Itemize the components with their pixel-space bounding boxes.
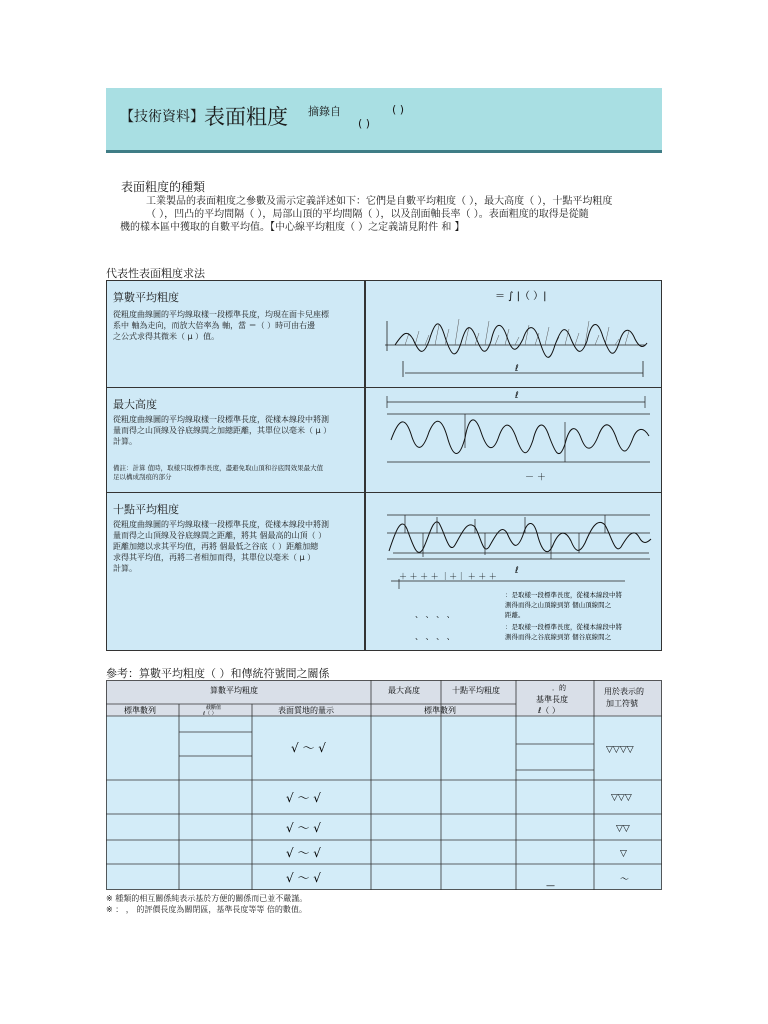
arith-desc-line: 系中 軸為走向，而放大倍率為 軸，當 ＝（ ）時可由右邊 bbox=[113, 321, 316, 330]
surface-mark: √ ～ √ bbox=[286, 821, 321, 835]
rz-note-b-line: ：是取樣一段標準長度，從樣本線段中將 bbox=[505, 623, 622, 631]
header-std-series: 標準數列 bbox=[124, 706, 156, 715]
arith-desc-cell bbox=[107, 281, 365, 387]
rz-dots-a: 、 、 、 、 bbox=[415, 610, 455, 619]
header-rz: 十點平均粗度 bbox=[452, 686, 500, 695]
symbol-four-triangles-icon: ▽▽▽▽ bbox=[606, 745, 634, 755]
section-title-methods: 代表性表面粗度求法 bbox=[106, 267, 205, 280]
last-dash: — bbox=[546, 881, 555, 890]
rz-diagram-cell bbox=[365, 493, 661, 650]
rmax-diagram-cell bbox=[365, 388, 661, 492]
surface-mark: √ ～ √ bbox=[286, 871, 321, 885]
header-surface-display: 表面質地的量示 bbox=[278, 706, 334, 715]
surface-mark: √ ～ √ bbox=[291, 741, 326, 755]
arith-profile-diagram bbox=[365, 281, 661, 387]
rmax-desc-line: 量而得之山頂線及谷底線間之加總距離，其單位以毫米（ μ ） bbox=[113, 426, 332, 435]
rz-desc-line: 求得其平均值，再將二者相加而得，其單位以毫米（ μ ） bbox=[113, 553, 316, 562]
header-banner bbox=[106, 88, 662, 153]
header-rmax: 最大高度 bbox=[388, 686, 420, 695]
rmax-desc-line: 計算。 bbox=[113, 437, 137, 446]
section-title-relation: 參考：算數平均粗度（ ）和傳統符號間之關係 bbox=[106, 667, 330, 680]
surface-mark: √ ～ √ bbox=[286, 791, 321, 805]
header-traditional-2: 加工符號 bbox=[606, 699, 638, 708]
section1-text-line: 工業製品的表面粗度之參數及需示定義詳述如下：它們是自數平均粗度（ ），最大高度（ ），十點平均粗度 bbox=[146, 196, 613, 207]
header-cutoff-2: ℓ（ ） bbox=[203, 711, 217, 717]
rz-desc-line: 距離加總以求其平均值，再將 個最低之谷底（ ）距離加總 bbox=[113, 542, 319, 551]
section1-text-line: （ ），凹凸的平均間隔（ ），局部山頂的平均間隔（ ），以及剖面軸長率（ ）。表面粗度的取得是從隨 bbox=[146, 209, 589, 220]
rmax-formula: － ＋ bbox=[525, 473, 546, 483]
header-arith: 算數平均粗度 bbox=[210, 686, 258, 695]
arith-diagram-cell bbox=[365, 281, 661, 387]
symbol-three-triangles-icon: ▽▽▽ bbox=[611, 793, 632, 803]
footnote: ※ 種類的相互關係純表示基於方便的關係而已並不嚴謹。 bbox=[106, 894, 308, 903]
rz-note-a-line: 測得而得之山頂線到第 個山頂線間之 bbox=[505, 601, 612, 609]
page-title: 表面粗度 bbox=[204, 105, 288, 129]
source-paren-1: ( ) bbox=[392, 103, 405, 116]
rz-desc-line: 量而得之山頂線及谷底線間之距離，將其 個最高的山頂（ ） bbox=[113, 531, 327, 540]
section-title-types: 表面粗度的種類 bbox=[121, 180, 206, 194]
footnote: ※ ： ， 的評價長度為關閉區，基準長度等等 倍的數值。 bbox=[106, 905, 307, 914]
source-paren-2: ( ) bbox=[358, 117, 371, 130]
rz-formula: ＋ ＋ ＋ ＋ ｜＋｜ ＋ ＋ ＋ bbox=[399, 572, 497, 581]
length-symbol: ℓ bbox=[515, 364, 519, 374]
relation-table bbox=[106, 680, 662, 890]
rz-title: 十點平均粗度 bbox=[113, 503, 179, 516]
header-tag: 【技術資料】 bbox=[120, 109, 204, 125]
header-std-length-2: 基準長度 bbox=[536, 695, 568, 704]
rz-note-a-line: ：是取樣一段標準長度，從樣本線段中將 bbox=[505, 591, 622, 599]
symbol-one-triangle-icon: ▽ bbox=[620, 849, 627, 859]
symbol-tilde-icon: ～ bbox=[620, 875, 630, 885]
length-symbol: ℓ bbox=[515, 566, 519, 576]
symbol-two-triangles-icon: ▽▽ bbox=[616, 824, 630, 834]
rz-profile-diagram bbox=[365, 493, 661, 650]
rz-desc-line: 計算。 bbox=[113, 564, 137, 573]
source-label: 摘錄自 bbox=[308, 105, 341, 118]
methods-table bbox=[106, 280, 662, 651]
rmax-note-line: 足以構成刮痕的部分 bbox=[113, 473, 172, 481]
arith-formula: ＝ ∫ |（ ）| bbox=[495, 291, 547, 302]
rz-note-b-line: 測得而得之谷底線到第 個谷底線間之 bbox=[505, 633, 612, 641]
arith-desc-line: 從粗度曲線圖的平均線取樣一段標準長度，均現在面卡兒座標 bbox=[113, 310, 329, 319]
rmax-desc-line: 從粗度曲線圖的平均線取樣一段標準長度，從樣本線段中將測 bbox=[113, 415, 329, 424]
header-std-length-3: ℓ（ ） bbox=[538, 706, 560, 715]
rmax-desc-cell bbox=[107, 388, 365, 492]
arith-title: 算數平均粗度 bbox=[113, 291, 179, 304]
header-std-length-1: ．的 bbox=[552, 684, 566, 692]
surface-mark: √ ～ √ bbox=[286, 846, 321, 860]
length-symbol: ℓ bbox=[515, 391, 519, 401]
rmax-profile-diagram bbox=[365, 388, 661, 492]
section1-text-line: 機的樣本區中獲取的自數平均值。【中心線平均粗度（ ）之定義請見附件 和 】 bbox=[120, 222, 465, 233]
rmax-note-line: 備註：計算 值時，取樣只取標準長度，盡避免取山頂和谷底間效果最大值 bbox=[113, 464, 324, 472]
rz-dots-b: 、 、 、 、 bbox=[415, 632, 455, 641]
rz-desc-cell bbox=[107, 493, 365, 650]
arith-desc-line: 之公式求得其微米（ μ ）值。 bbox=[113, 332, 220, 341]
rmax-title: 最大高度 bbox=[113, 398, 157, 411]
header-cutoff-1: 截斷值 bbox=[206, 705, 222, 711]
rz-note-a-line: 距離。 bbox=[505, 611, 525, 619]
rz-desc-line: 從粗度曲線圖的平均線取樣一段標準長度，從樣本線段中將測 bbox=[113, 520, 329, 529]
header-traditional-1: 用於表示的 bbox=[604, 687, 644, 696]
header-std-series-2: 標準數列 bbox=[424, 706, 456, 715]
